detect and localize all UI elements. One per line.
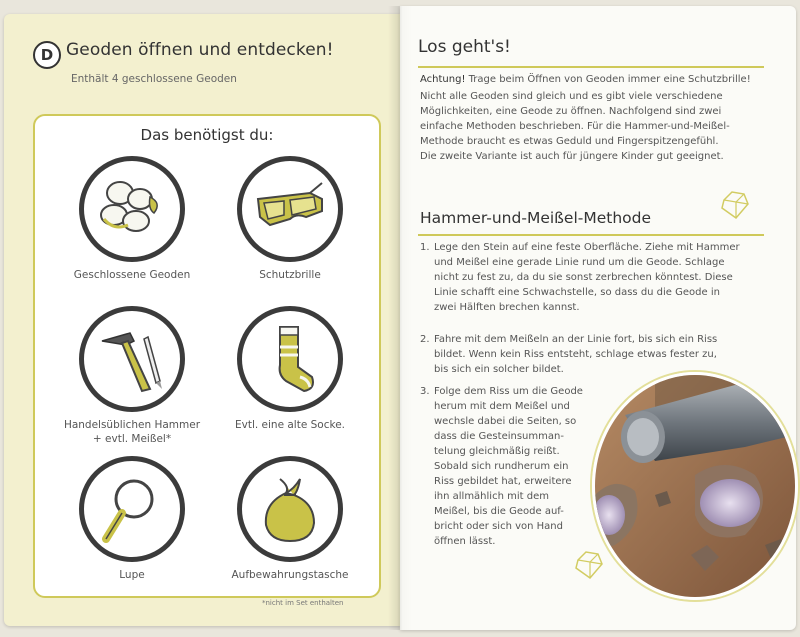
step-line: herum mit dem Meißel und: [434, 401, 570, 412]
step-line: telung gleichmäßig reißt.: [434, 446, 560, 457]
gem-icon: [572, 548, 606, 582]
material-storage-bag: [215, 456, 365, 582]
magnifier-icon: [92, 469, 172, 549]
geode-photo-image: [595, 375, 795, 597]
hammer-chisel-icon: [92, 319, 172, 399]
step-text: [434, 332, 717, 377]
material-label: Evtl. eine alte Socke.: [234, 419, 346, 431]
gem-icon: [718, 188, 752, 222]
step-line: Riss gebildet hat, erweitere: [434, 476, 572, 487]
geode-photo: [592, 372, 798, 600]
step-line: nicht zu fest zu, da du sie sonst zerbrechen könntest. Diese: [434, 272, 733, 283]
goggles-icon: [250, 169, 330, 249]
step-line: dass die Gesteinsumman-: [434, 431, 564, 442]
material-goggles: [215, 156, 365, 282]
step-text: [434, 240, 740, 315]
warning-body: Trage beim Öffnen von Geoden immer eine Schutzbrille!: [465, 74, 751, 85]
step-2: [420, 332, 770, 378]
hammer-circle: [79, 306, 185, 412]
warning-label: Achtung!: [420, 74, 466, 85]
footnote: *nicht im Set enthalten: [262, 599, 344, 607]
step-1: [420, 240, 770, 316]
sock-icon: [250, 319, 330, 399]
left-page-title: Geoden öffnen und entdecken!: [66, 40, 334, 60]
step-line: Lege den Stein auf eine feste Oberfläche. Ziehe mit Hammer: [434, 242, 740, 253]
bag-circle: [237, 456, 343, 562]
step-number: 2.: [420, 334, 430, 345]
step-number: 3.: [420, 386, 430, 397]
step-line: bricht oder sich von Hand: [434, 521, 563, 532]
step-line: Meißel, bis die Geode auf-: [434, 506, 564, 517]
step-line: öffnen lässt.: [434, 536, 496, 547]
warning-text: [420, 72, 780, 87]
material-label: Aufbewahrungstasche: [231, 569, 349, 581]
step-line: zwei Hälften brechen kannst.: [434, 302, 580, 313]
step-line: ihn allmählich mit dem: [434, 491, 549, 502]
material-label-line1: Handelsüblichen Hammer: [63, 419, 201, 431]
step-line: bildet. Wenn kein Riss entsteht, schlage etwas fester zu,: [434, 349, 717, 360]
sock-circle: [237, 306, 343, 412]
goggles-circle: [237, 156, 343, 262]
intro-line: Die zweite Variante ist auch für jüngere Kinder gut geeignet.: [420, 151, 724, 162]
material-sock: [215, 306, 365, 432]
step-number: 1.: [420, 242, 430, 253]
material-label: Schutzbrille: [259, 269, 321, 281]
geodes-circle: [79, 156, 185, 262]
step-text: [434, 384, 583, 549]
material-label-line2: + evtl. Meißel*: [92, 433, 172, 445]
method-title-underline: [418, 234, 764, 236]
booklet-spine: [388, 6, 412, 630]
step-line: wechsle dabei die Seiten, so: [434, 416, 577, 427]
step-line: bis sich ein solcher bildet.: [434, 364, 564, 375]
material-geodes: [57, 156, 207, 282]
section-letter-badge: D: [33, 41, 61, 69]
materials-title: Das benötigst du:: [140, 126, 274, 144]
method-title: Hammer-und-Meißel-Methode: [420, 209, 652, 227]
step-3: [420, 384, 600, 554]
step-line: Sobald sich rundherum ein: [434, 461, 569, 472]
materials-box: [33, 114, 381, 598]
material-label: Lupe: [119, 569, 145, 581]
material-magnifier: [57, 456, 207, 582]
intro-line: Methode braucht es etwas Geduld und Fingerspitzengefühl.: [420, 136, 719, 147]
title-underline: [418, 66, 764, 68]
intro-line: einfache Methoden beschrieben. Für die Hammer-und-Meißel-: [420, 121, 730, 132]
intro-paragraph: [420, 89, 780, 164]
step-line: Fahre mit dem Meißeln an der Linie fort, bis sich ein Riss: [434, 334, 718, 345]
material-label: [57, 418, 207, 446]
right-page-title: Los geht's!: [418, 37, 511, 57]
intro-line: Nicht alle Geoden sind gleich und es gibt viele verschiedene: [420, 91, 723, 102]
left-page-subtitle: Enthält 4 geschlossene Geoden: [71, 73, 237, 85]
material-hammer-chisel: [57, 306, 207, 446]
geodes-icon: [92, 169, 172, 249]
step-line: und Meißel eine gerade Linie rund um die Geode. Schlage: [434, 257, 725, 268]
magnifier-circle: [79, 456, 185, 562]
step-line: Folge dem Riss um die Geode: [434, 386, 583, 397]
step-line: Linie schafft eine Schwachstelle, so dass du die Geode in: [434, 287, 720, 298]
storage-bag-icon: [250, 469, 330, 549]
material-label: Geschlossene Geoden: [73, 269, 191, 281]
intro-line: Möglichkeiten, eine Geode zu öffnen. Nachfolgend sind zwei: [420, 106, 722, 117]
